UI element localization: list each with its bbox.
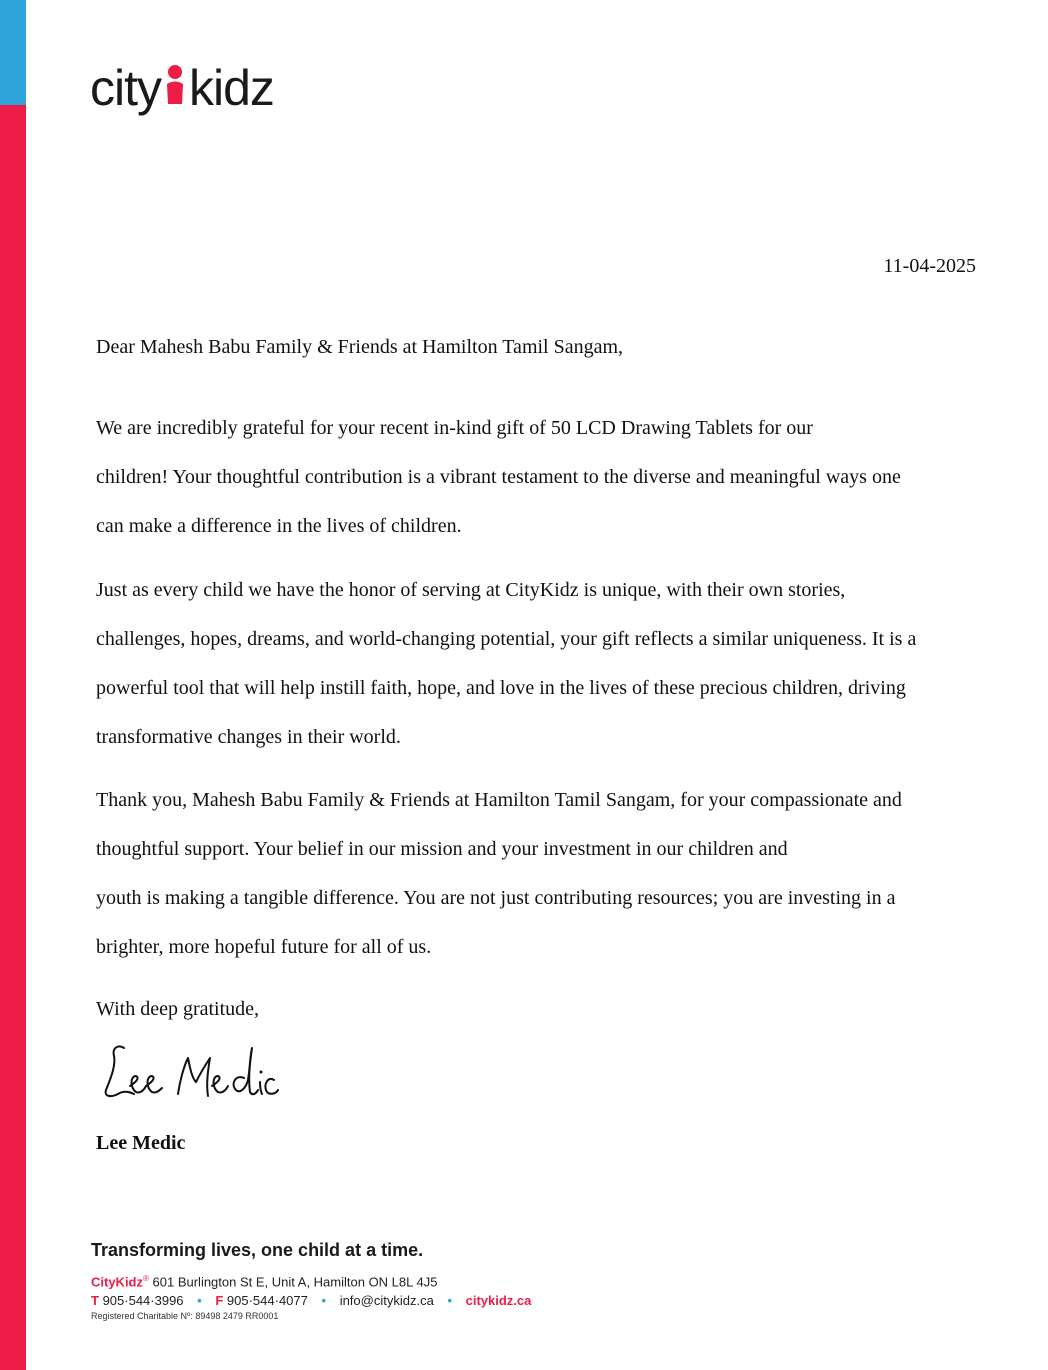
paragraph-line: Thank you, Mahesh Babu Family & Friends at Hamilton Tamil Sangam, for your compassionate and — [96, 789, 902, 811]
footer-contact — [91, 1291, 531, 1310]
footer — [91, 1240, 531, 1321]
brand-stripe-blue — [0, 0, 26, 105]
registration-number: Registered Charitable Nº: 89498 2479 RR0001 — [91, 1311, 279, 1322]
website-link[interactable]: citykidz.ca — [465, 1293, 532, 1309]
paragraph-line: can make a difference in the lives of children. — [96, 515, 462, 537]
signer-name: Lee Medic — [96, 1132, 186, 1154]
logo-text-city: city — [90, 60, 161, 116]
separator-dot: • — [447, 1293, 452, 1309]
footer-org-name: CityKidz — [91, 1274, 143, 1290]
letter-date: 11-04-2025 — [883, 255, 976, 277]
paragraph-line: thoughtful support. Your belief in our mission and your investment in our children and — [96, 838, 788, 860]
paragraph-line: Just as every child we have the honor of serving at CityKidz is unique, with their own stories, — [96, 579, 846, 601]
paragraph-line: youth is making a tangible difference. You are not just contributing resources; you are investing in a — [96, 887, 896, 909]
salutation: Dear Mahesh Babu Family & Friends at Hamilton Tamil Sangam, — [96, 336, 624, 358]
phone-label: T — [91, 1293, 99, 1309]
footer-address-text: 601 Burlington St E, Unit A, Hamilton ON L8L 4J5 — [148, 1274, 438, 1290]
footer-address — [91, 1269, 531, 1291]
email-link[interactable]: info@citykidz.ca — [339, 1293, 434, 1309]
separator-dot: • — [321, 1293, 327, 1309]
paragraph-gratitude — [96, 404, 986, 551]
paragraph-thanks — [96, 776, 986, 972]
paragraph-line: children! Your thoughtful contribution is a vibrant testament to the diverse and meaningful ways one — [96, 466, 901, 488]
paragraph-line: brighter, more hopeful future for all of us. — [96, 936, 432, 958]
paragraph-line: We are incredibly grateful for your recent in-kind gift of 50 LCD Drawing Tablets for our — [96, 417, 813, 439]
paragraph-line: powerful tool that will help instill faith, hope, and love in the lives of these precious children, driving — [96, 677, 906, 699]
handwritten-signature — [100, 1038, 280, 1108]
footer-tagline: Transforming lives, one child at a time. — [91, 1240, 424, 1260]
separator-dot: • — [197, 1293, 202, 1309]
paragraph-line: challenges, hopes, dreams, and world-changing potential, your gift reflects a similar uniqueness. It is a — [96, 628, 917, 650]
brand-stripe-red — [0, 105, 26, 1370]
fax-number: 905·544·4077 — [223, 1293, 308, 1309]
paragraph-line: transformative changes in their world. — [96, 726, 401, 748]
logo-text-kidz: kidz — [189, 60, 274, 116]
child-figure-icon — [164, 60, 186, 116]
phone-number: 905·544·3996 — [98, 1293, 184, 1309]
registered-mark: ® — [143, 1274, 149, 1283]
citykidz-logo — [90, 58, 274, 118]
closing-phrase: With deep gratitude, — [96, 998, 260, 1020]
fax-label: F — [215, 1293, 224, 1309]
paragraph-uniqueness — [96, 566, 986, 762]
